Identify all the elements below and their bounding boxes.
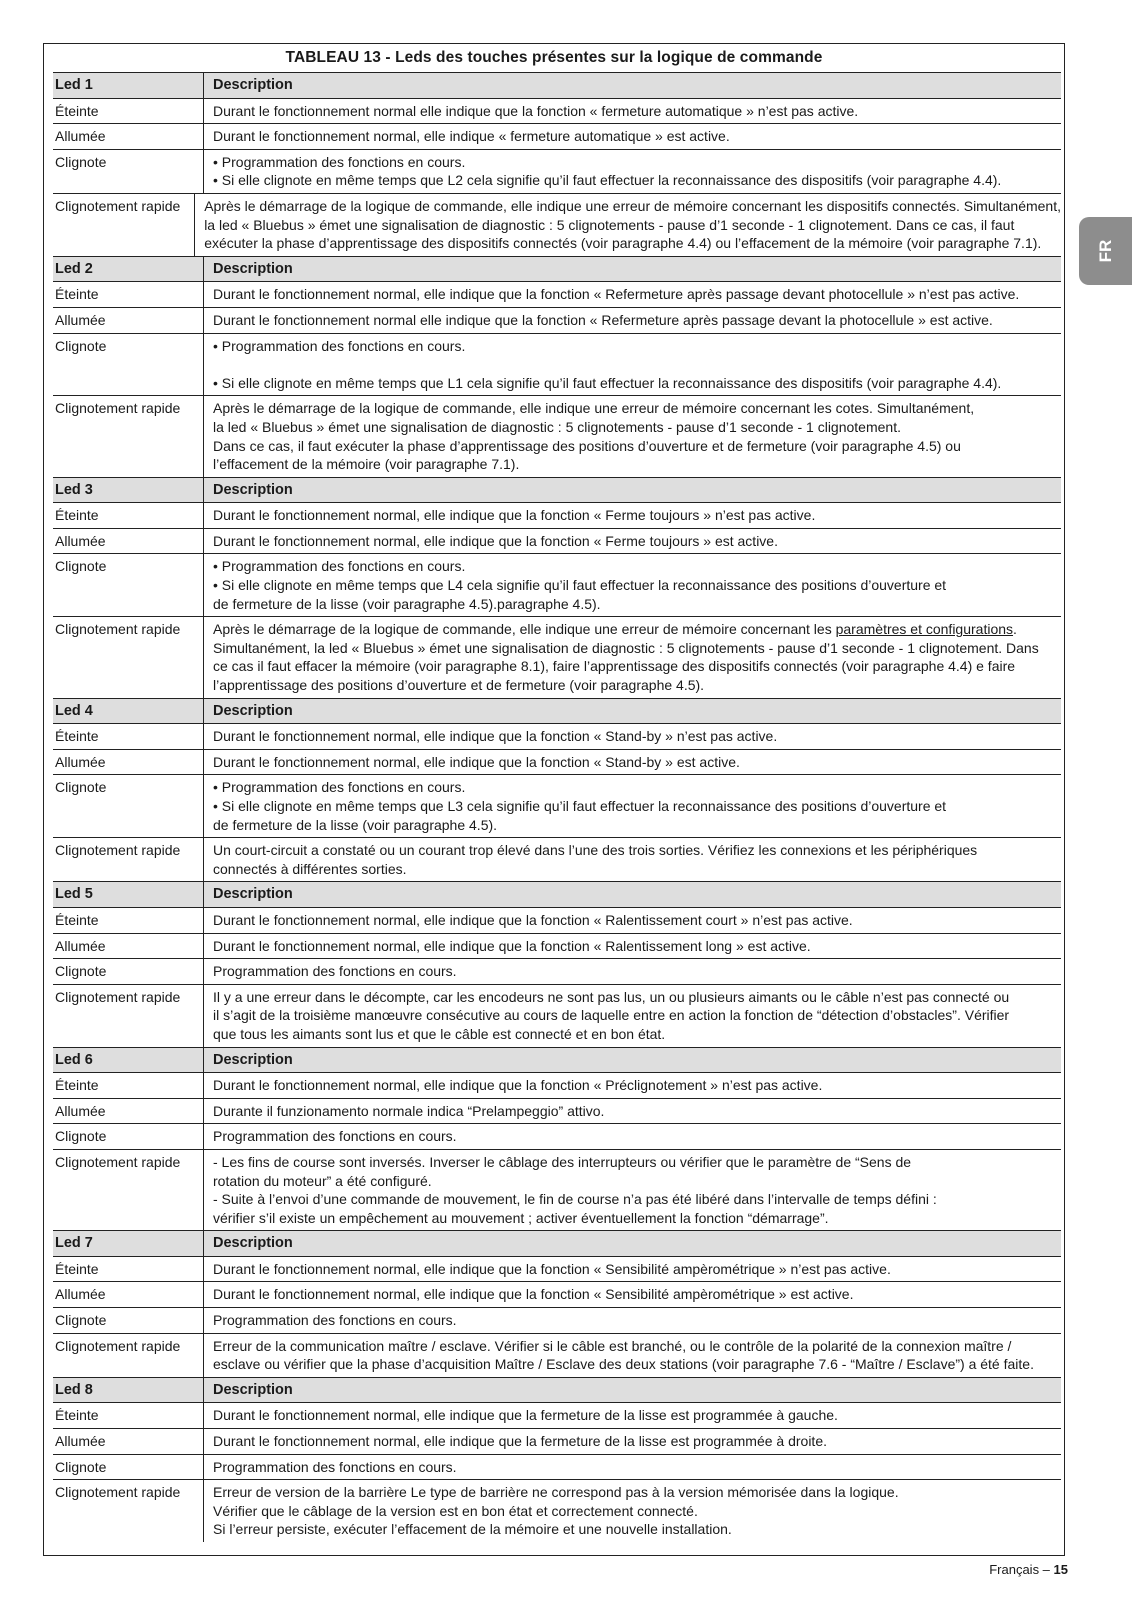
description-line: Erreur de la communication maître / esclave. Vérifier si le câble est branché, ou le contrôle de la polarité de la connexion maître / bbox=[213, 1337, 1012, 1354]
table-row bbox=[53, 774, 1061, 837]
led-label: Led 5 bbox=[53, 882, 204, 907]
led-label: Led 2 bbox=[53, 257, 204, 282]
description-line: Durant le fonctionnement normal, elle indique que la fermeture de la lisse est programmée à gauche. bbox=[213, 1407, 838, 1424]
led-state: Clignote bbox=[53, 775, 204, 837]
section-header-row bbox=[53, 256, 1061, 282]
description-header: Description bbox=[213, 1381, 293, 1398]
description-line: connectés à différentes sorties. bbox=[213, 860, 407, 877]
description-line: Durant le fonctionnement normal, elle indique que la fonction « Ralentissement long » est active. bbox=[213, 937, 811, 954]
description-line: Programmation des fonctions en cours. bbox=[213, 1128, 457, 1145]
table-row bbox=[53, 907, 1061, 933]
led-state: Clignotement rapide bbox=[53, 1480, 204, 1542]
state-description bbox=[204, 334, 1061, 396]
description-line: Durant le fonctionnement normal elle indique que la fonction « Refermeture après passage devant la photocellule » est active. bbox=[213, 311, 993, 328]
section-header-row bbox=[53, 72, 1061, 98]
description-line: Durant le fonctionnement normal, elle indique que la fonction « Stand-by » est active. bbox=[213, 753, 740, 770]
state-description bbox=[204, 959, 1061, 984]
table-row bbox=[53, 1256, 1061, 1282]
description-line: Programmation des fonctions en cours. bbox=[213, 1458, 457, 1475]
led-state: Clignote bbox=[53, 334, 204, 396]
description-line: Durante il funzionamento normale indica “Prelampeggio” attivo. bbox=[213, 1102, 605, 1119]
state-description bbox=[204, 750, 1061, 775]
description-line: • Si elle clignote en même temps que L2 cela signifie qu’il faut effectuer la reconnaissance des dispositifs (voir paragraphe 4.4). bbox=[213, 172, 1002, 189]
table-row bbox=[53, 1402, 1061, 1428]
description-line: - Les fins de course sont inversés. Inverser le câblage des interrupteurs ou vérifier que le paramètre de “Sens de bbox=[213, 1153, 912, 1170]
description-line: l’apprentissage des positions d’ouverture et de fermeture (voir paragraphe 4.5). bbox=[213, 677, 705, 694]
led-state: Clignote bbox=[53, 959, 204, 984]
description-header: Description bbox=[213, 77, 293, 93]
description-line: Vérifier que le câblage de la version est en bon état et correctement connecté. bbox=[213, 1502, 698, 1519]
state-description bbox=[204, 503, 1061, 528]
state-description bbox=[204, 554, 1061, 616]
page-footer bbox=[989, 1562, 1068, 1577]
led-label: Led 7 bbox=[53, 1231, 204, 1256]
state-description bbox=[204, 908, 1061, 933]
description-line: Après le démarrage de la logique de commande, elle indique une erreur de mémoire concernant les dispositifs connectés. Simultanément, bbox=[204, 197, 1061, 214]
description-line: • Si elle clignote en même temps que L4 cela signifie qu’il faut effectuer la reconnaissance des positions d’ouverture et bbox=[213, 577, 947, 594]
led-state: Éteinte bbox=[53, 1403, 204, 1428]
description-line: Programmation des fonctions en cours. bbox=[213, 963, 457, 980]
description-line: Durant le fonctionnement normal, elle indique que la fonction « Préclignotement » n’est pas active. bbox=[213, 1077, 823, 1094]
led-state: Éteinte bbox=[53, 282, 204, 307]
led-state: Allumée bbox=[53, 934, 204, 959]
description-header: Description bbox=[213, 702, 293, 719]
table-row bbox=[53, 958, 1061, 984]
table-row bbox=[53, 333, 1061, 396]
table-row bbox=[53, 616, 1061, 697]
state-description bbox=[204, 1403, 1061, 1428]
table-row bbox=[53, 1454, 1061, 1480]
led-state: Allumée bbox=[53, 124, 204, 149]
state-description bbox=[204, 775, 1061, 837]
table-row bbox=[53, 933, 1061, 959]
state-description bbox=[204, 282, 1061, 307]
table-row bbox=[53, 123, 1061, 149]
section-header-row bbox=[53, 698, 1061, 724]
description-line: Erreur de version de la barrière Le type de barrière ne correspond pas à la version mémorisée dans la logique. bbox=[213, 1484, 899, 1501]
description-line: Durant le fonctionnement normal, elle indique que la fonction « Sensibilité ampèrométrique » est active. bbox=[213, 1286, 854, 1303]
state-description bbox=[204, 150, 1061, 193]
led-state: Clignote bbox=[53, 1455, 204, 1480]
description-line: exécuter la phase d’apprentissage des dispositifs connectés (voir paragraphe 4.4) ou l’effacement de la mémoire (voir paragraphe 7.1). bbox=[204, 235, 1042, 252]
led-state: Clignotement rapide bbox=[53, 1334, 204, 1377]
led-state: Clignotement rapide bbox=[53, 838, 204, 881]
led-state: Clignote bbox=[53, 1124, 204, 1149]
table-row bbox=[53, 98, 1061, 124]
table-row bbox=[53, 307, 1061, 333]
description-line: rotation du moteur” a été configuré. bbox=[213, 1172, 432, 1189]
table-row bbox=[53, 749, 1061, 775]
led-label: Led 6 bbox=[53, 1048, 204, 1073]
state-description bbox=[204, 1099, 1061, 1124]
description-line: Durant le fonctionnement normal, elle indique que la fonction « Ferme toujours » n’est pas active. bbox=[213, 507, 816, 524]
led-label: Led 1 bbox=[53, 73, 204, 98]
description-line: Durant le fonctionnement normal, elle indique que la fermeture de la lisse est programmée à droite. bbox=[213, 1433, 827, 1450]
led-state: Clignote bbox=[53, 150, 204, 193]
led-state: Allumée bbox=[53, 1099, 204, 1124]
description-line: Dans ce cas, il faut exécuter la phase d’apprentissage des positions d’ouverture et de fermeture (voir paragraphe 4.5) ou bbox=[213, 437, 961, 454]
led-state: Clignotement rapide bbox=[53, 985, 204, 1047]
description-text: . bbox=[1013, 621, 1017, 638]
description-header: Description bbox=[213, 886, 293, 903]
led-state: Clignotement rapide bbox=[53, 194, 195, 256]
state-description bbox=[204, 838, 1061, 881]
language-tab-label: FR bbox=[1095, 239, 1115, 263]
section-header-row bbox=[53, 1230, 1061, 1256]
state-description bbox=[204, 99, 1061, 124]
state-description bbox=[204, 1429, 1061, 1454]
table-row bbox=[53, 1149, 1061, 1230]
led-state: Allumée bbox=[53, 1282, 204, 1307]
description-line: • Si elle clignote en même temps que L3 cela signifie qu’il faut effectuer la reconnaissance des positions d’ouverture et bbox=[213, 798, 947, 814]
table-row bbox=[53, 1281, 1061, 1307]
description-line: Durant le fonctionnement normal, elle indique que la fonction « Ferme toujours » est active. bbox=[213, 532, 778, 549]
description-line: • Programmation des fonctions en cours. bbox=[213, 337, 466, 354]
description-line bbox=[213, 620, 1061, 639]
table-row bbox=[53, 1307, 1061, 1333]
state-description bbox=[204, 1455, 1061, 1480]
description-line: • Programmation des fonctions en cours. bbox=[213, 779, 466, 796]
description-line: Durant le fonctionnement normal, elle indique « fermeture automatique » est active. bbox=[213, 128, 730, 145]
table-title: TABLEAU 13 - Leds des touches présentes sur la logique de commande bbox=[285, 49, 823, 66]
led-state: Éteinte bbox=[53, 503, 204, 528]
description-header: Description bbox=[213, 481, 293, 498]
state-description bbox=[204, 1334, 1061, 1377]
table-row bbox=[53, 837, 1061, 881]
description-line: Simultanément, la led « Bluebus » émet une signalisation de diagnostic : 5 clignotements - pause d’1 seconde - 1 clignotement. Dans bbox=[213, 639, 1039, 656]
led-state: Allumée bbox=[53, 1429, 204, 1454]
led-state: Clignote bbox=[53, 554, 204, 616]
led-state: Éteinte bbox=[53, 99, 204, 124]
led-state: Clignotement rapide bbox=[53, 617, 204, 697]
led-state: Éteinte bbox=[53, 1073, 204, 1098]
underlined-term: paramètres et configurations bbox=[835, 621, 1014, 638]
description-line: • Si elle clignote en même temps que L1 cela signifie qu’il faut effectuer la reconnaissance des dispositifs (voir paragraphe 4.4). bbox=[213, 374, 1002, 391]
description-line: • Programmation des fonctions en cours. bbox=[213, 153, 466, 170]
state-description bbox=[204, 396, 1061, 476]
description-line: esclave ou vérifier que la phase d’acquisition Maître / Esclave des deux stations (voir paragraphe 7.6 - “Maître / Esclave”) a été faite. bbox=[213, 1356, 1034, 1373]
page-number: 15 bbox=[1053, 1562, 1068, 1577]
description-line: Durant le fonctionnement normal, elle indique que la fonction « Stand-by » n’est pas active. bbox=[213, 728, 778, 745]
description-line: Il y a une erreur dans le décompte, car les encodeurs ne sont pas lus, un ou plusieurs aimants ou le câble n’est pas connecté ou bbox=[213, 988, 1010, 1005]
description-line: Après le démarrage de la logique de commande, elle indique une erreur de mémoire concernant les cotes. Simultanément, bbox=[213, 400, 975, 417]
led-label: Led 3 bbox=[53, 478, 204, 503]
description-line: Programmation des fonctions en cours. bbox=[213, 1312, 457, 1329]
description-line: vérifier s’il existe un empêchement au mouvement ; activer éventuellement la fonction “démarrage”. bbox=[213, 1209, 829, 1226]
state-description bbox=[195, 194, 1061, 256]
led-state: Clignotement rapide bbox=[53, 396, 204, 476]
led-state: Allumée bbox=[53, 529, 204, 554]
state-description bbox=[204, 934, 1061, 959]
table-row bbox=[53, 193, 1061, 256]
description-line: la led « Bluebus » émet une signalisation de diagnostic : 5 clignotements - pause d’1 seconde - 1 clignotement. Dans ce cas, il faut bbox=[204, 216, 1015, 233]
state-description bbox=[204, 1124, 1061, 1149]
led-state: Clignotement rapide bbox=[53, 1150, 204, 1230]
state-description bbox=[204, 1282, 1061, 1307]
led-table bbox=[53, 72, 1061, 1542]
description-line: Durant le fonctionnement normal, elle indique que la fonction « Sensibilité ampèrométrique » n’est pas active. bbox=[213, 1260, 891, 1277]
section-header-row bbox=[53, 477, 1061, 503]
table-row bbox=[53, 984, 1061, 1047]
section-header-row bbox=[53, 1377, 1061, 1403]
description-line: la led « Bluebus » émet une signalisation de diagnostic : 5 clignotements - pause d’1 seconde - 1 clignotement. bbox=[213, 418, 901, 435]
description-line: Durant le fonctionnement normal, elle indique que la fonction « Refermeture après passage devant photocellule » n’est pas active. bbox=[213, 286, 1020, 303]
table-row bbox=[53, 1333, 1061, 1377]
description-line: que tous les aimants sont lus et que le câble est connecté et en bon état. bbox=[213, 1025, 666, 1042]
state-description bbox=[204, 1308, 1061, 1333]
description-header: Description bbox=[213, 1235, 293, 1252]
description-line: de fermeture de la lisse (voir paragraphe 4.5). bbox=[213, 816, 498, 833]
description-line: Durant le fonctionnement normal, elle indique que la fonction « Ralentissement court » n’est pas active. bbox=[213, 911, 853, 928]
table-frame bbox=[43, 43, 1065, 1556]
description-line bbox=[213, 355, 1061, 374]
state-description bbox=[204, 529, 1061, 554]
description-line: de fermeture de la lisse (voir paragraphe 4.5).paragraphe 4.5). bbox=[213, 595, 601, 612]
state-description bbox=[204, 724, 1061, 749]
table-row bbox=[53, 1123, 1061, 1149]
state-description bbox=[204, 1073, 1061, 1098]
state-description bbox=[204, 617, 1061, 697]
state-description bbox=[204, 124, 1061, 149]
description-line: Un court-circuit a constaté ou un courant trop élevé dans l’une des trois sorties. Vérifiez les connexions et les périphériques bbox=[213, 842, 978, 859]
led-label: Led 4 bbox=[53, 699, 204, 724]
state-description bbox=[204, 308, 1061, 333]
table-row bbox=[53, 1479, 1061, 1542]
description-line: • Programmation des fonctions en cours. bbox=[213, 558, 466, 575]
description-line: Si l’erreur persiste, exécuter l’effacement de la mémoire et une nouvelle installation. bbox=[213, 1521, 732, 1538]
language-tab bbox=[1079, 217, 1132, 285]
description-line: - Suite à l’envoi d’une commande de mouvement, le fin de course n’a pas été libéré dans l’intervalle de temps défini : bbox=[213, 1191, 937, 1208]
description-line: Durant le fonctionnement normal elle indique que la fonction « fermeture automatique » n’est pas active. bbox=[213, 102, 859, 119]
table-row bbox=[53, 502, 1061, 528]
led-label: Led 8 bbox=[53, 1378, 204, 1403]
description-line: l’effacement de la mémoire (voir paragraphe 7.1). bbox=[213, 456, 520, 473]
table-row bbox=[53, 149, 1061, 193]
description-text: Après le démarrage de la logique de commande, elle indique une erreur de mémoire concernant les bbox=[213, 621, 836, 638]
table-row bbox=[53, 528, 1061, 554]
led-state: Allumée bbox=[53, 750, 204, 775]
description-header: Description bbox=[213, 1051, 293, 1068]
state-description bbox=[204, 1150, 1061, 1230]
table-row bbox=[53, 553, 1061, 616]
led-state: Clignote bbox=[53, 1308, 204, 1333]
led-state: Allumée bbox=[53, 308, 204, 333]
table-row bbox=[53, 1098, 1061, 1124]
section-header-row bbox=[53, 881, 1061, 907]
led-state: Éteinte bbox=[53, 724, 204, 749]
footer-language: Français – bbox=[989, 1562, 1054, 1577]
table-row bbox=[53, 723, 1061, 749]
table-row bbox=[53, 1072, 1061, 1098]
section-header-row bbox=[53, 1047, 1061, 1073]
description-header: Description bbox=[213, 260, 293, 277]
state-description bbox=[204, 1257, 1061, 1282]
table-row bbox=[53, 1428, 1061, 1454]
description-line: ce cas il faut effacer la mémoire (voir paragraphe 8.1), faire l’apprentissage des dispositifs connectés (voir paragraphe 4.4) e faire bbox=[213, 658, 1016, 675]
state-description bbox=[204, 1480, 1061, 1542]
led-state: Éteinte bbox=[53, 908, 204, 933]
state-description bbox=[204, 985, 1061, 1047]
table-row bbox=[53, 395, 1061, 476]
description-line: il s’agit de la troisième manœuvre consécutive au cours de laquelle entre en action la fonction de “détection d’obstacles”. Vérifier bbox=[213, 1007, 1010, 1024]
led-state: Éteinte bbox=[53, 1257, 204, 1282]
table-row bbox=[53, 281, 1061, 307]
